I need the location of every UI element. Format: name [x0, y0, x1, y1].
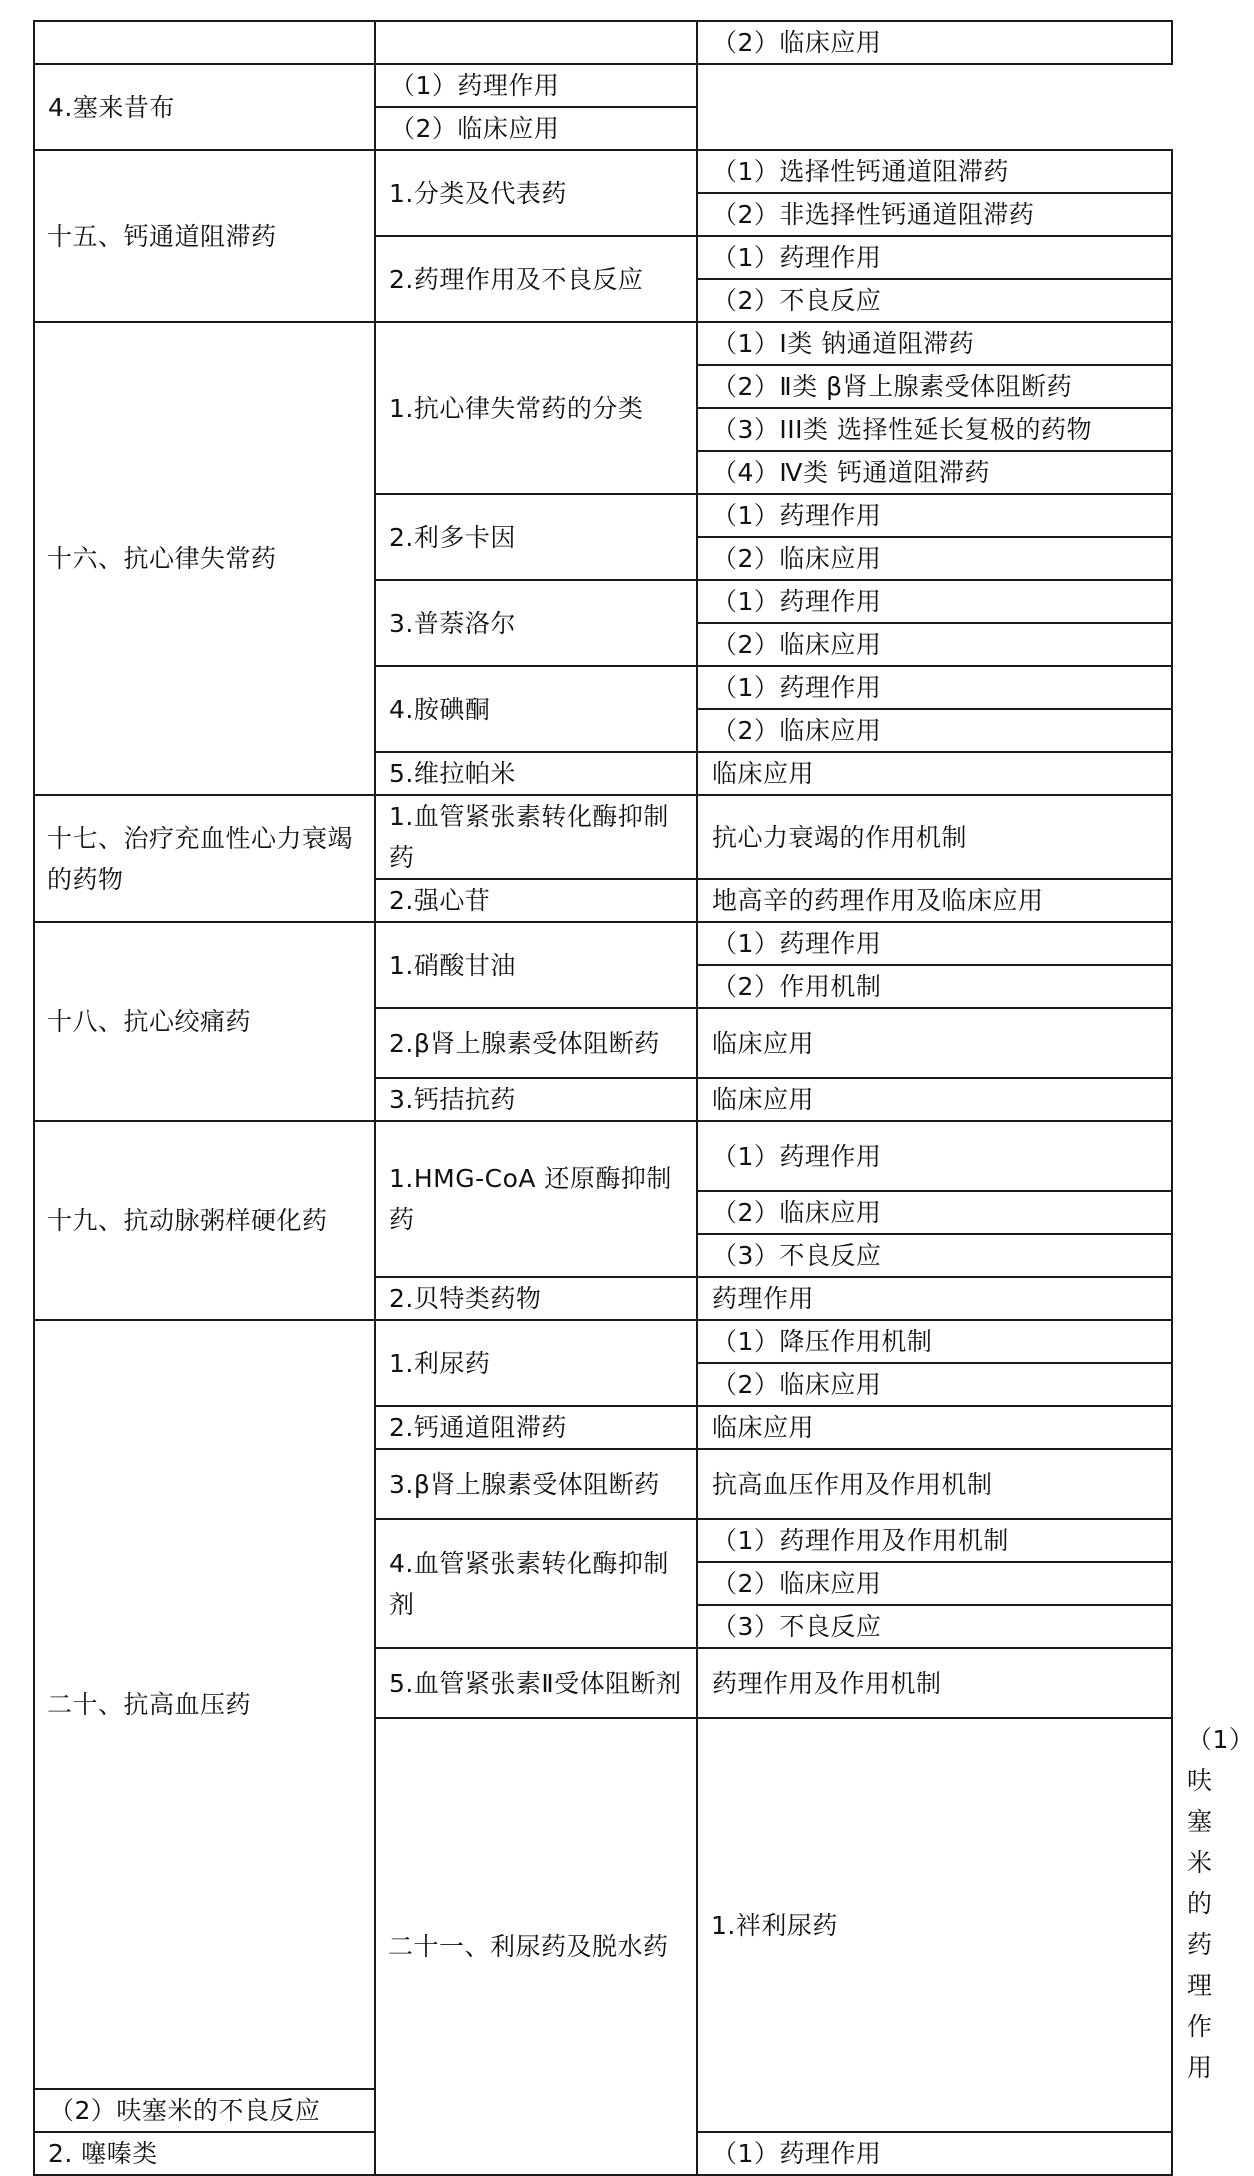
- topic-cell: 十九、抗动脉粥样硬化药: [34, 1121, 375, 1320]
- detail-cell: （2）临床应用: [375, 107, 697, 150]
- point-cell: 5.血管紧张素Ⅱ受体阻断剂: [375, 1648, 697, 1718]
- detail-cell: （1）Ⅰ类 钠通道阻滞药: [697, 322, 1172, 365]
- detail-cell: （1）药理作用: [697, 580, 1172, 623]
- syllabus-sheet: [33, 20, 1254, 2176]
- detail-cell: （2）临床应用: [697, 1191, 1172, 1234]
- detail-cell: （1）药理作用: [697, 666, 1172, 709]
- point-cell: 4.胺碘酮: [375, 666, 697, 752]
- table-row: [34, 795, 1172, 879]
- table-row: [34, 922, 1172, 965]
- table-row: [34, 64, 1172, 107]
- point-cell: [375, 21, 697, 64]
- table-row: [34, 1121, 1172, 1191]
- point-cell: 2.β肾上腺素受体阻断药: [375, 1008, 697, 1078]
- detail-cell: 药理作用: [697, 1277, 1172, 1320]
- detail-cell: （2）临床应用: [697, 1363, 1172, 1406]
- point-cell: 5.维拉帕米: [375, 752, 697, 795]
- topic-cell: 二十、抗高血压药: [34, 1320, 375, 2089]
- table-row: [34, 150, 1172, 193]
- point-cell: 2.贝特类药物: [375, 1277, 697, 1320]
- detail-cell: （2）作用机制: [697, 965, 1172, 1008]
- detail-cell: （3）不良反应: [697, 1605, 1172, 1648]
- detail-cell: （2）呋塞米的不良反应: [34, 2089, 375, 2132]
- table-row: 二十一、利尿药及脱水药 1.袢利尿药 （1）呋塞米的药理作用: [34, 1718, 1172, 2089]
- detail-cell: （2）临床应用: [697, 709, 1172, 752]
- point-cell: 2.药理作用及不良反应: [375, 236, 697, 322]
- point-cell: 4.塞来昔布: [34, 64, 375, 150]
- point-cell: 1.硝酸甘油: [375, 922, 697, 1008]
- point-cell: 1.血管紧张素转化酶抑制药: [375, 795, 697, 879]
- detail-cell: （1）药理作用: [697, 494, 1172, 537]
- table-row: [34, 1320, 1172, 1363]
- point-cell: 2.强心苷: [375, 879, 697, 922]
- topic-cell: 十八、抗心绞痛药: [34, 922, 375, 1121]
- detail-cell: （1）药理作用: [697, 236, 1172, 279]
- detail-cell: （1）药理作用: [697, 2132, 1172, 2175]
- topic-cell: 十六、抗心律失常药: [34, 322, 375, 795]
- point-cell: 4.血管紧张素转化酶抑制剂: [375, 1519, 697, 1648]
- detail-cell: 临床应用: [697, 752, 1172, 795]
- point-cell: 3.钙拮抗药: [375, 1078, 697, 1121]
- topic-cell: [34, 21, 375, 64]
- detail-cell: 抗心力衰竭的作用机制: [697, 795, 1172, 879]
- detail-cell: （1）药理作用: [697, 922, 1172, 965]
- detail-cell: （2）非选择性钙通道阻滞药: [697, 193, 1172, 236]
- detail-cell: （2）不良反应: [697, 279, 1172, 322]
- detail-cell: （3）不良反应: [697, 1234, 1172, 1277]
- detail-cell: （2）临床应用: [697, 1562, 1172, 1605]
- detail-cell: （1）药理作用及作用机制: [697, 1519, 1172, 1562]
- topic-cell: 十七、治疗充血性心力衰竭的药物: [34, 795, 375, 922]
- point-cell: 1.袢利尿药: [697, 1718, 1172, 2132]
- detail-cell: （2）Ⅱ类 β肾上腺素受体阻断药: [697, 365, 1172, 408]
- topic-cell: 十五、钙通道阻滞药: [34, 150, 375, 322]
- point-cell: 2.利多卡因: [375, 494, 697, 580]
- point-cell: 3.β肾上腺素受体阻断药: [375, 1449, 697, 1519]
- detail-cell: （3）III类 选择性延长复极的药物: [697, 408, 1172, 451]
- detail-cell: 临床应用: [697, 1008, 1172, 1078]
- syllabus-table-body: [34, 21, 1254, 2175]
- detail-cell: 临床应用: [697, 1406, 1172, 1449]
- syllabus-table: [33, 20, 1254, 2176]
- point-cell: 2. 噻嗪类: [34, 2132, 375, 2175]
- detail-cell: （1）降压作用机制: [697, 1320, 1172, 1363]
- detail-cell: 临床应用: [697, 1078, 1172, 1121]
- detail-cell: （2）临床应用: [697, 21, 1172, 64]
- detail-cell: 地高辛的药理作用及临床应用: [697, 879, 1172, 922]
- detail-cell: 药理作用及作用机制: [697, 1648, 1172, 1718]
- point-cell: 1.抗心律失常药的分类: [375, 322, 697, 494]
- point-cell: 2.钙通道阻滞药: [375, 1406, 697, 1449]
- detail-cell: （2）临床应用: [697, 537, 1172, 580]
- table-row: [34, 21, 1172, 64]
- detail-cell: （1）药理作用: [375, 64, 697, 107]
- detail-cell: 抗高血压作用及作用机制: [697, 1449, 1172, 1519]
- detail-cell: （1）药理作用: [697, 1121, 1172, 1191]
- point-cell: 1.利尿药: [375, 1320, 697, 1406]
- table-row: [34, 322, 1172, 365]
- point-cell: 1.分类及代表药: [375, 150, 697, 236]
- detail-cell: （1）选择性钙通道阻滞药: [697, 150, 1172, 193]
- point-cell: 1.HMG-CoA 还原酶抑制药: [375, 1121, 697, 1277]
- detail-cell: （2）临床应用: [697, 623, 1172, 666]
- topic-cell: 二十一、利尿药及脱水药: [375, 1718, 697, 2175]
- point-cell: 3.普萘洛尔: [375, 580, 697, 666]
- detail-cell: （4）Ⅳ类 钙通道阻滞药: [697, 451, 1172, 494]
